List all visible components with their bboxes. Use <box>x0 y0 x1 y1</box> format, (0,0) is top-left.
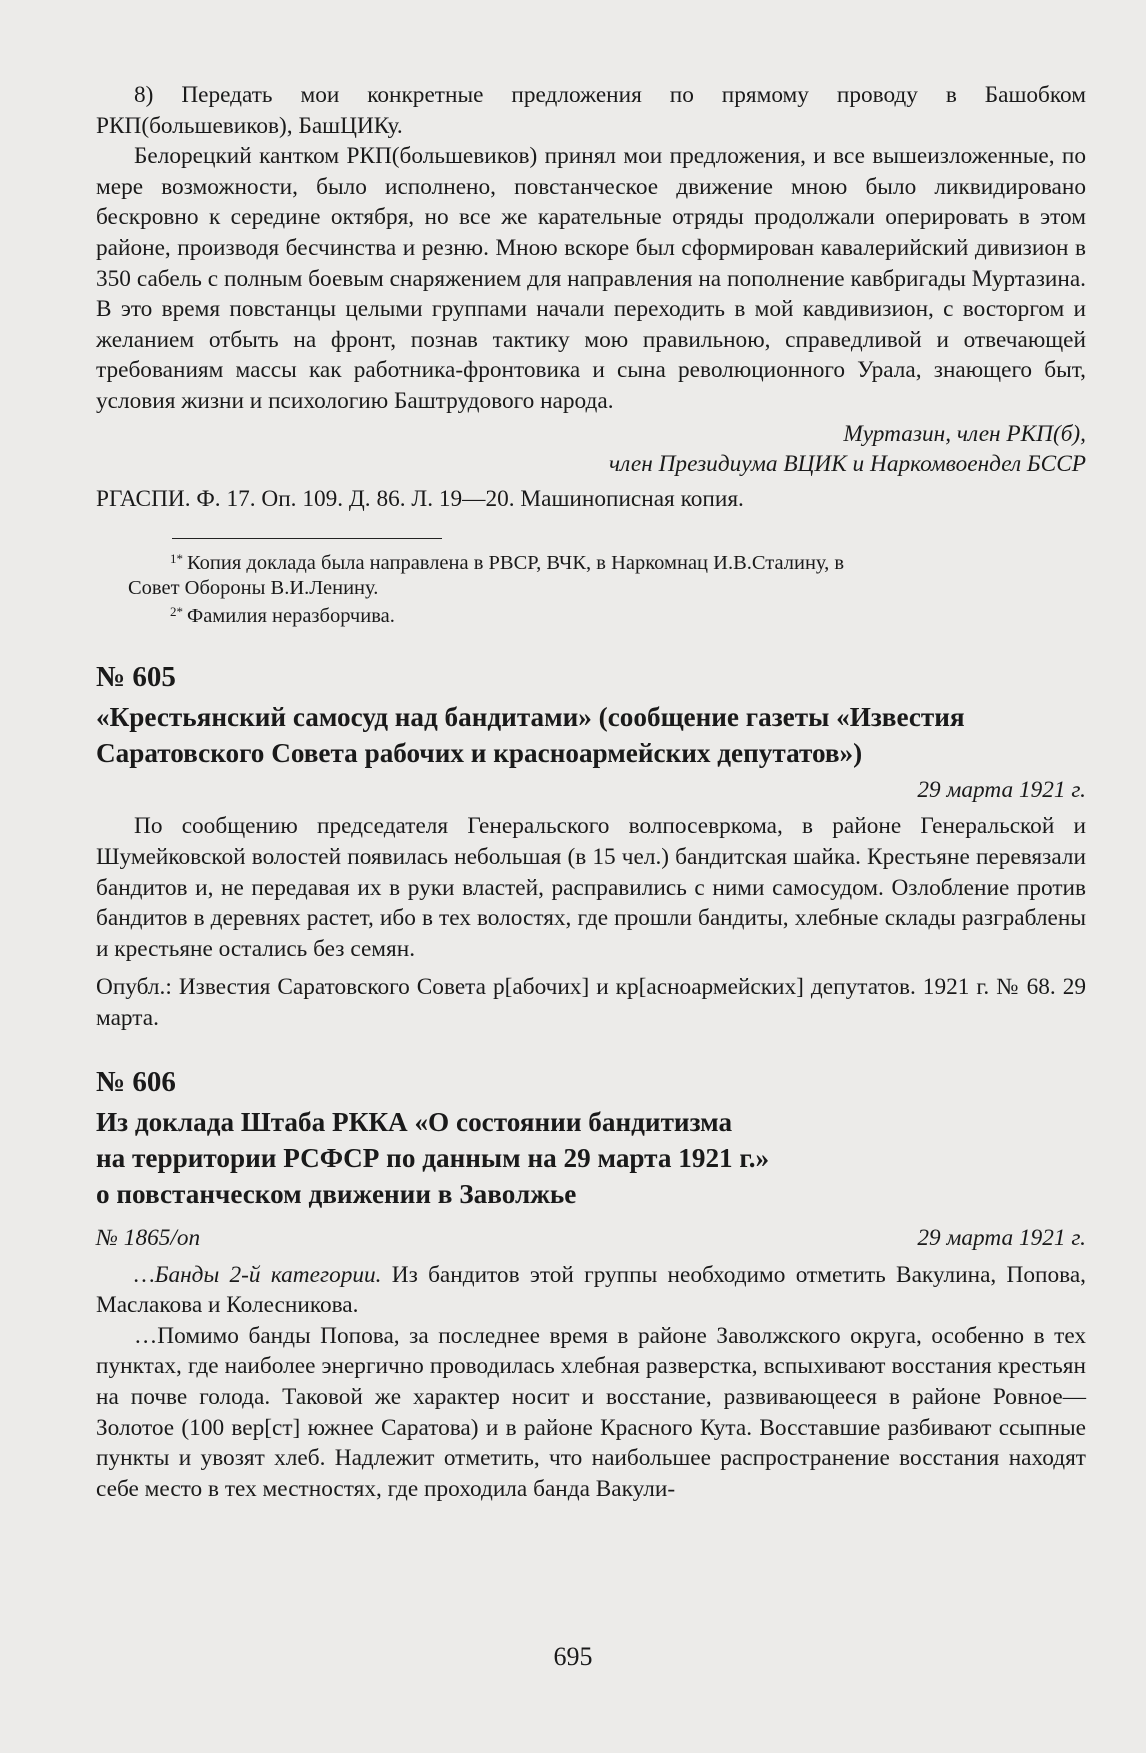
footnote-1 <box>170 547 1086 576</box>
doc-606-ref-number: № 1865/оп <box>96 1224 201 1251</box>
doc-605-number: № 605 <box>96 660 176 693</box>
footnote-1-cont <box>128 576 1086 601</box>
footnote-2 <box>170 600 1086 629</box>
archive-reference: РГАСПИ. Ф. 17. Оп. 109. Д. 86. Л. 19—20. Машинописная копия. <box>96 485 744 512</box>
doc-606-p1-rest: Из бандитов этой группы необходимо отметить Вакулина, Попова, Маслакова и Колесникова. <box>96 1261 1086 1319</box>
footnote-2-text: Фамилия неразборчива. <box>187 605 395 628</box>
doc-606-number: № 606 <box>96 1065 176 1098</box>
doc-606-p1-italic: …Банды 2-й категории. <box>134 1261 382 1288</box>
signature-line-2: член Президиума ВЦИК и Наркомвоендел БССР <box>609 451 1086 478</box>
doc-606-ref-row <box>96 1222 1086 1254</box>
paragraph-belorets: Белорецкий кантком РКП(большевиков) принял мои предложения, и все вышеизложенные, по мере возможности, было исполнено, повстанческое движение мною было ликвидировано бескровно к середине октября, но все же карательные отряды продолжали оперировать в этом районе, производя бесчинства и резню. Мною вскоре был сформирован кавалерийский дивизион в 350 сабель с полным боевым снаряжением для направления на пополнение кавбригады Муртазина. В это время повстанцы целыми группами начали переходить в мой кавдивизион, с восторгом и желанием отбыть на фронт, познав тактику мою правильною, справедливой и отвечающей требованиям массы как работника-фронтовика и сына революционного Урала, знающего быт, условия жизни и психологию Баштрудового народа. <box>96 143 1086 414</box>
doc-605-publication: Опубл.: Известия Саратовского Совета р[абочих] и кр[асноармейских] депутатов. 1921 г. № 68. 29 марта. <box>96 974 1086 1031</box>
doc-606-date: 29 марта 1921 г. <box>917 1224 1086 1251</box>
page-number: 695 <box>553 1642 593 1671</box>
doc-605-body: По сообщению председателя Генеральского волпосевркома, в районе Генеральской и Шумейковской волостей появилась небольшая (в 15 чел.) бандитская шайка. Крестьяне перевязали бандитов и, не передавая их в руки властей, расправились с ними самосудом. Озлобление против бандитов в деревнях растет, ибо в тех волостях, где прошли бандиты, хлебные склады разграблены и крестьяне остались без семян. <box>96 813 1086 962</box>
doc-605-title: «Крестьянский самосуд над бандитами» (сообщение газеты «Известия Саратовского Совета рабочих и красноармейских депутатов») <box>96 701 965 768</box>
footnote-2-mark: 2* <box>170 604 183 620</box>
signature-line-1: Муртазин, член РКП(б), <box>843 420 1086 447</box>
page-content <box>96 80 1086 1504</box>
doc-605-date: 29 марта 1921 г. <box>917 776 1086 803</box>
footnote-divider <box>172 538 442 539</box>
doc-606-title-line-2: на территории РСФСР по данным на 29 марта 1921 г.» <box>96 1142 770 1173</box>
doc-606-title-line-1: Из доклада Штаба РККА «О состоянии бандитизма <box>96 1106 733 1137</box>
footnote-1-text-b: Совет Обороны В.И.Ленину. <box>128 576 379 599</box>
doc-606-title-line-3: о повстанческом движении в Заволжье <box>96 1178 577 1209</box>
item-8: 8) Передать мои конкретные предложения по прямому проводу в Башобком РКП(большевиков), БашЦИКу. <box>96 82 1086 139</box>
footnote-1-text-a: Копия доклада была направлена в РВСР, ВЧК, в Наркомнац И.В.Сталину, в <box>187 552 845 575</box>
doc-606-paragraph-1 <box>96 1260 1086 1321</box>
doc-606-paragraph-2: …Помимо банды Попова, за последнее время в районе Заволжского округа, особенно в тех пунктах, где наиболее энергично проводилась хлебная разверстка, вспыхивают восстания крестьян на почве голода. Таковой же характер носит и восстание, развивающееся в районе Ровное—Золотое (100 вер[ст] южнее Саратова) и в районе Красного Кута. Восставшие разбивают ссыпные пункты и увозят хлеб. Надлежит отметить, что наибольшее распространение восстания находят себе место в тех местностях, где проходила банда Вакули- <box>96 1322 1086 1502</box>
footnote-1-mark: 1* <box>170 551 183 567</box>
